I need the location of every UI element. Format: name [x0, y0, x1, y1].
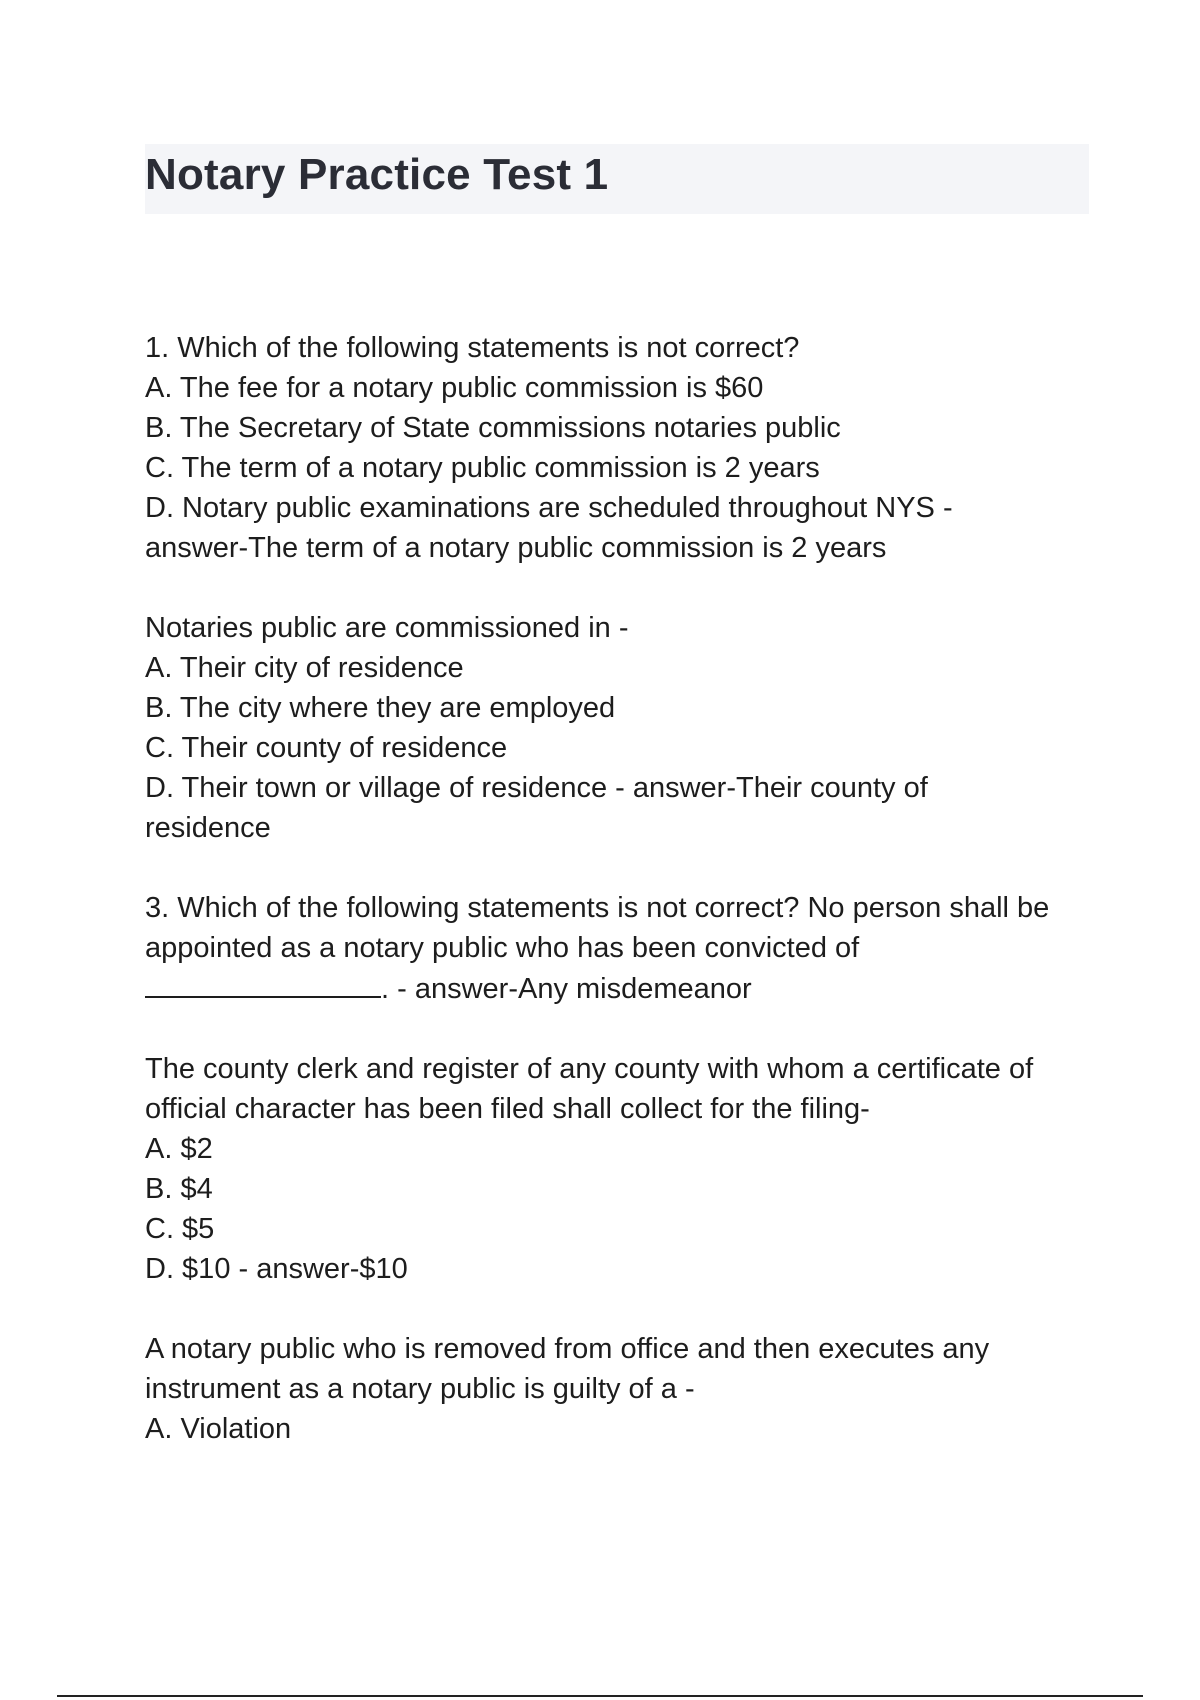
question-block-1 — [145, 328, 1095, 568]
question-block-5 — [145, 1329, 1095, 1449]
option-b: B. The Secretary of State commissions notaries public — [145, 412, 841, 444]
option-b: B. The city where they are employed — [145, 692, 616, 724]
fill-in-blank — [145, 968, 381, 998]
answer-text: residence — [145, 812, 271, 844]
option-d: D. Notary public examinations are scheduled throughout NYS - — [145, 492, 953, 524]
question-block-2 — [145, 608, 1095, 848]
option-a: A. Violation — [145, 1413, 292, 1445]
option-a: A. Their city of residence — [145, 652, 464, 684]
answer-text: answer-The term of a notary public commission is 2 years — [145, 532, 887, 564]
question-block-4 — [145, 1049, 1095, 1289]
option-a: A. $2 — [145, 1133, 213, 1165]
footer-divider — [57, 1695, 1143, 1697]
question-text: 3. Which of the following statements is not correct? No person shall be — [145, 892, 1050, 924]
question-list — [145, 328, 1095, 1489]
option-a: A. The fee for a notary public commission is $60 — [145, 372, 764, 404]
question-text-continued: instrument as a notary public is guilty of a - — [145, 1373, 695, 1405]
option-b: B. $4 — [145, 1173, 213, 1205]
option-d: D. $10 - answer-$10 — [145, 1253, 408, 1285]
question-text-continued: appointed as a notary public who has been convicted of — [145, 932, 860, 964]
option-c: C. Their county of residence — [145, 732, 508, 764]
page-title: Notary Practice Test 1 — [145, 150, 609, 199]
question-text: The county clerk and register of any county with whom a certificate of — [145, 1053, 1034, 1085]
option-c: C. The term of a notary public commission is 2 years — [145, 452, 820, 484]
option-d: D. Their town or village of residence - answer-Their county of — [145, 772, 928, 804]
question-block-3 — [145, 888, 1095, 1009]
option-c: C. $5 — [145, 1213, 215, 1245]
question-text-continued: official character has been filed shall collect for the filing- — [145, 1093, 870, 1125]
blank-answer-line — [145, 968, 1095, 1009]
title-banner — [145, 144, 1089, 214]
question-text: Notaries public are commissioned in - — [145, 612, 629, 644]
question-text: 1. Which of the following statements is not correct? — [145, 332, 800, 364]
question-text: A notary public who is removed from office and then executes any — [145, 1333, 990, 1365]
answer-text: . - answer-Any misdemeanor — [381, 973, 752, 1005]
